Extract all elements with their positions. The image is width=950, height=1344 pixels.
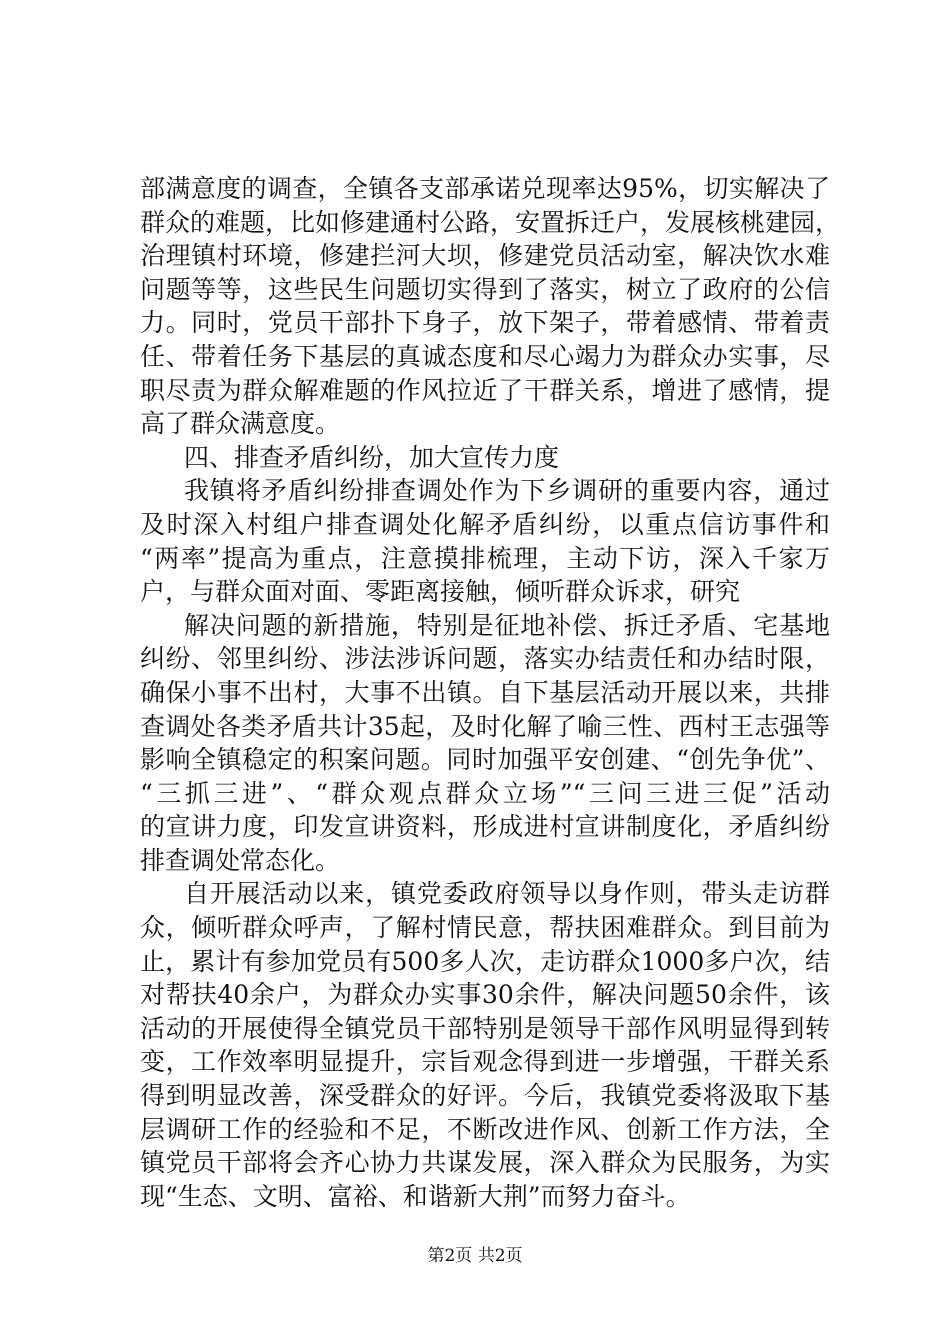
text-line: 职尽责为群众解难题的作风拉近了干群关系，增进了感情，提	[140, 375, 830, 405]
text-line: 户，与群众面对面、零距离接触，倾听群众诉求，研究	[140, 577, 741, 607]
text-line: 解决问题的新措施，特别是征地补偿、拆迁矛盾、宅基地	[184, 610, 830, 640]
text-line: 得到明显改善，深受群众的好评。今后，我镇党委将汲取下基	[140, 1081, 830, 1111]
text-line: 部满意度的调查，全镇各支部承诺兑现率达95%，切实解决了	[140, 174, 830, 203]
text-line: 活动的开展使得全镇党员干部特别是领导干部作风明显得到转	[140, 1013, 830, 1043]
text-line: 自开展活动以来，镇党委政府领导以身作则，带头走访群	[184, 879, 830, 909]
text-line: 纠纷、邻里纠纷、涉法涉诉问题，落实办结责任和办结时限，	[140, 644, 830, 674]
text-line: 确保小事不出村，大事不出镇。自下基层活动开展以来，共排	[140, 677, 830, 707]
text-line: 变，工作效率明显提升，宗旨观念得到进一步增强，干群关系	[140, 1047, 830, 1077]
text-line: 治理镇村环境，修建拦河大坝，修建党员活动室，解决饮水难	[140, 241, 830, 271]
text-line: 及时深入村组户排查调处化解矛盾纠纷，以重点信访事件和	[140, 509, 830, 539]
text-line: 任、带着任务下基层的真诚态度和尽心竭力为群众办实事，尽	[140, 341, 830, 371]
text-line: 我镇将矛盾纠纷排查调处作为下乡调研的重要内容，通过	[184, 476, 830, 506]
text-line: “三抓三进”、“群众观点群众立场”“三问三进三促”活动	[140, 778, 830, 808]
document-body	[140, 172, 841, 1213]
text-line: 力。同时，党员干部扑下身子，放下架子，带着感情、带着责	[140, 308, 830, 338]
text-line: 的宣讲力度，印发宣讲资料，形成进村宣讲制度化，矛盾纠纷	[140, 812, 830, 842]
text-line: 现“生态、文明、富裕、和谐新大荆”而努力奋斗。	[140, 1181, 691, 1211]
text-line: 层调研工作的经验和不足，不断改进作风、创新工作方法，全	[140, 1114, 830, 1144]
text-line: “两率”提高为重点，注意摸排梳理，主动下访，深入千家万	[140, 543, 830, 573]
text-line: 问题等等，这些民生问题切实得到了落实，树立了政府的公信	[140, 274, 830, 304]
text-line: 众，倾听群众呼声，了解村情民意，帮扶困难群众。到目前为	[140, 913, 830, 943]
text-line: 群众的难题，比如修建通村公路，安置拆迁户，发展核桃建园，	[140, 207, 841, 237]
text-line: 镇党员干部将会齐心协力共谋发展，深入群众为民服务，为实	[140, 1148, 830, 1178]
text-line: 四、排查矛盾纠纷，加大宣传力度	[184, 442, 560, 472]
text-line: 影响全镇稳定的积案问题。同时加强平安创建、“创先争优”、	[140, 745, 830, 775]
page-number-footer: 第2页 共2页	[427, 1246, 523, 1266]
text-line: 止，累计有参加党员有500多人次，走访群众1000多户次，结	[140, 946, 830, 976]
text-line: 对帮扶40余户，为群众办实事30余件，解决问题50余件，该	[140, 980, 830, 1010]
text-line: 排查调处常态化。	[140, 845, 341, 875]
text-line: 查调处各类矛盾共计35起，及时化解了喻三性、西村王志强等	[140, 711, 830, 741]
text-line: 高了群众满意度。	[140, 409, 341, 439]
